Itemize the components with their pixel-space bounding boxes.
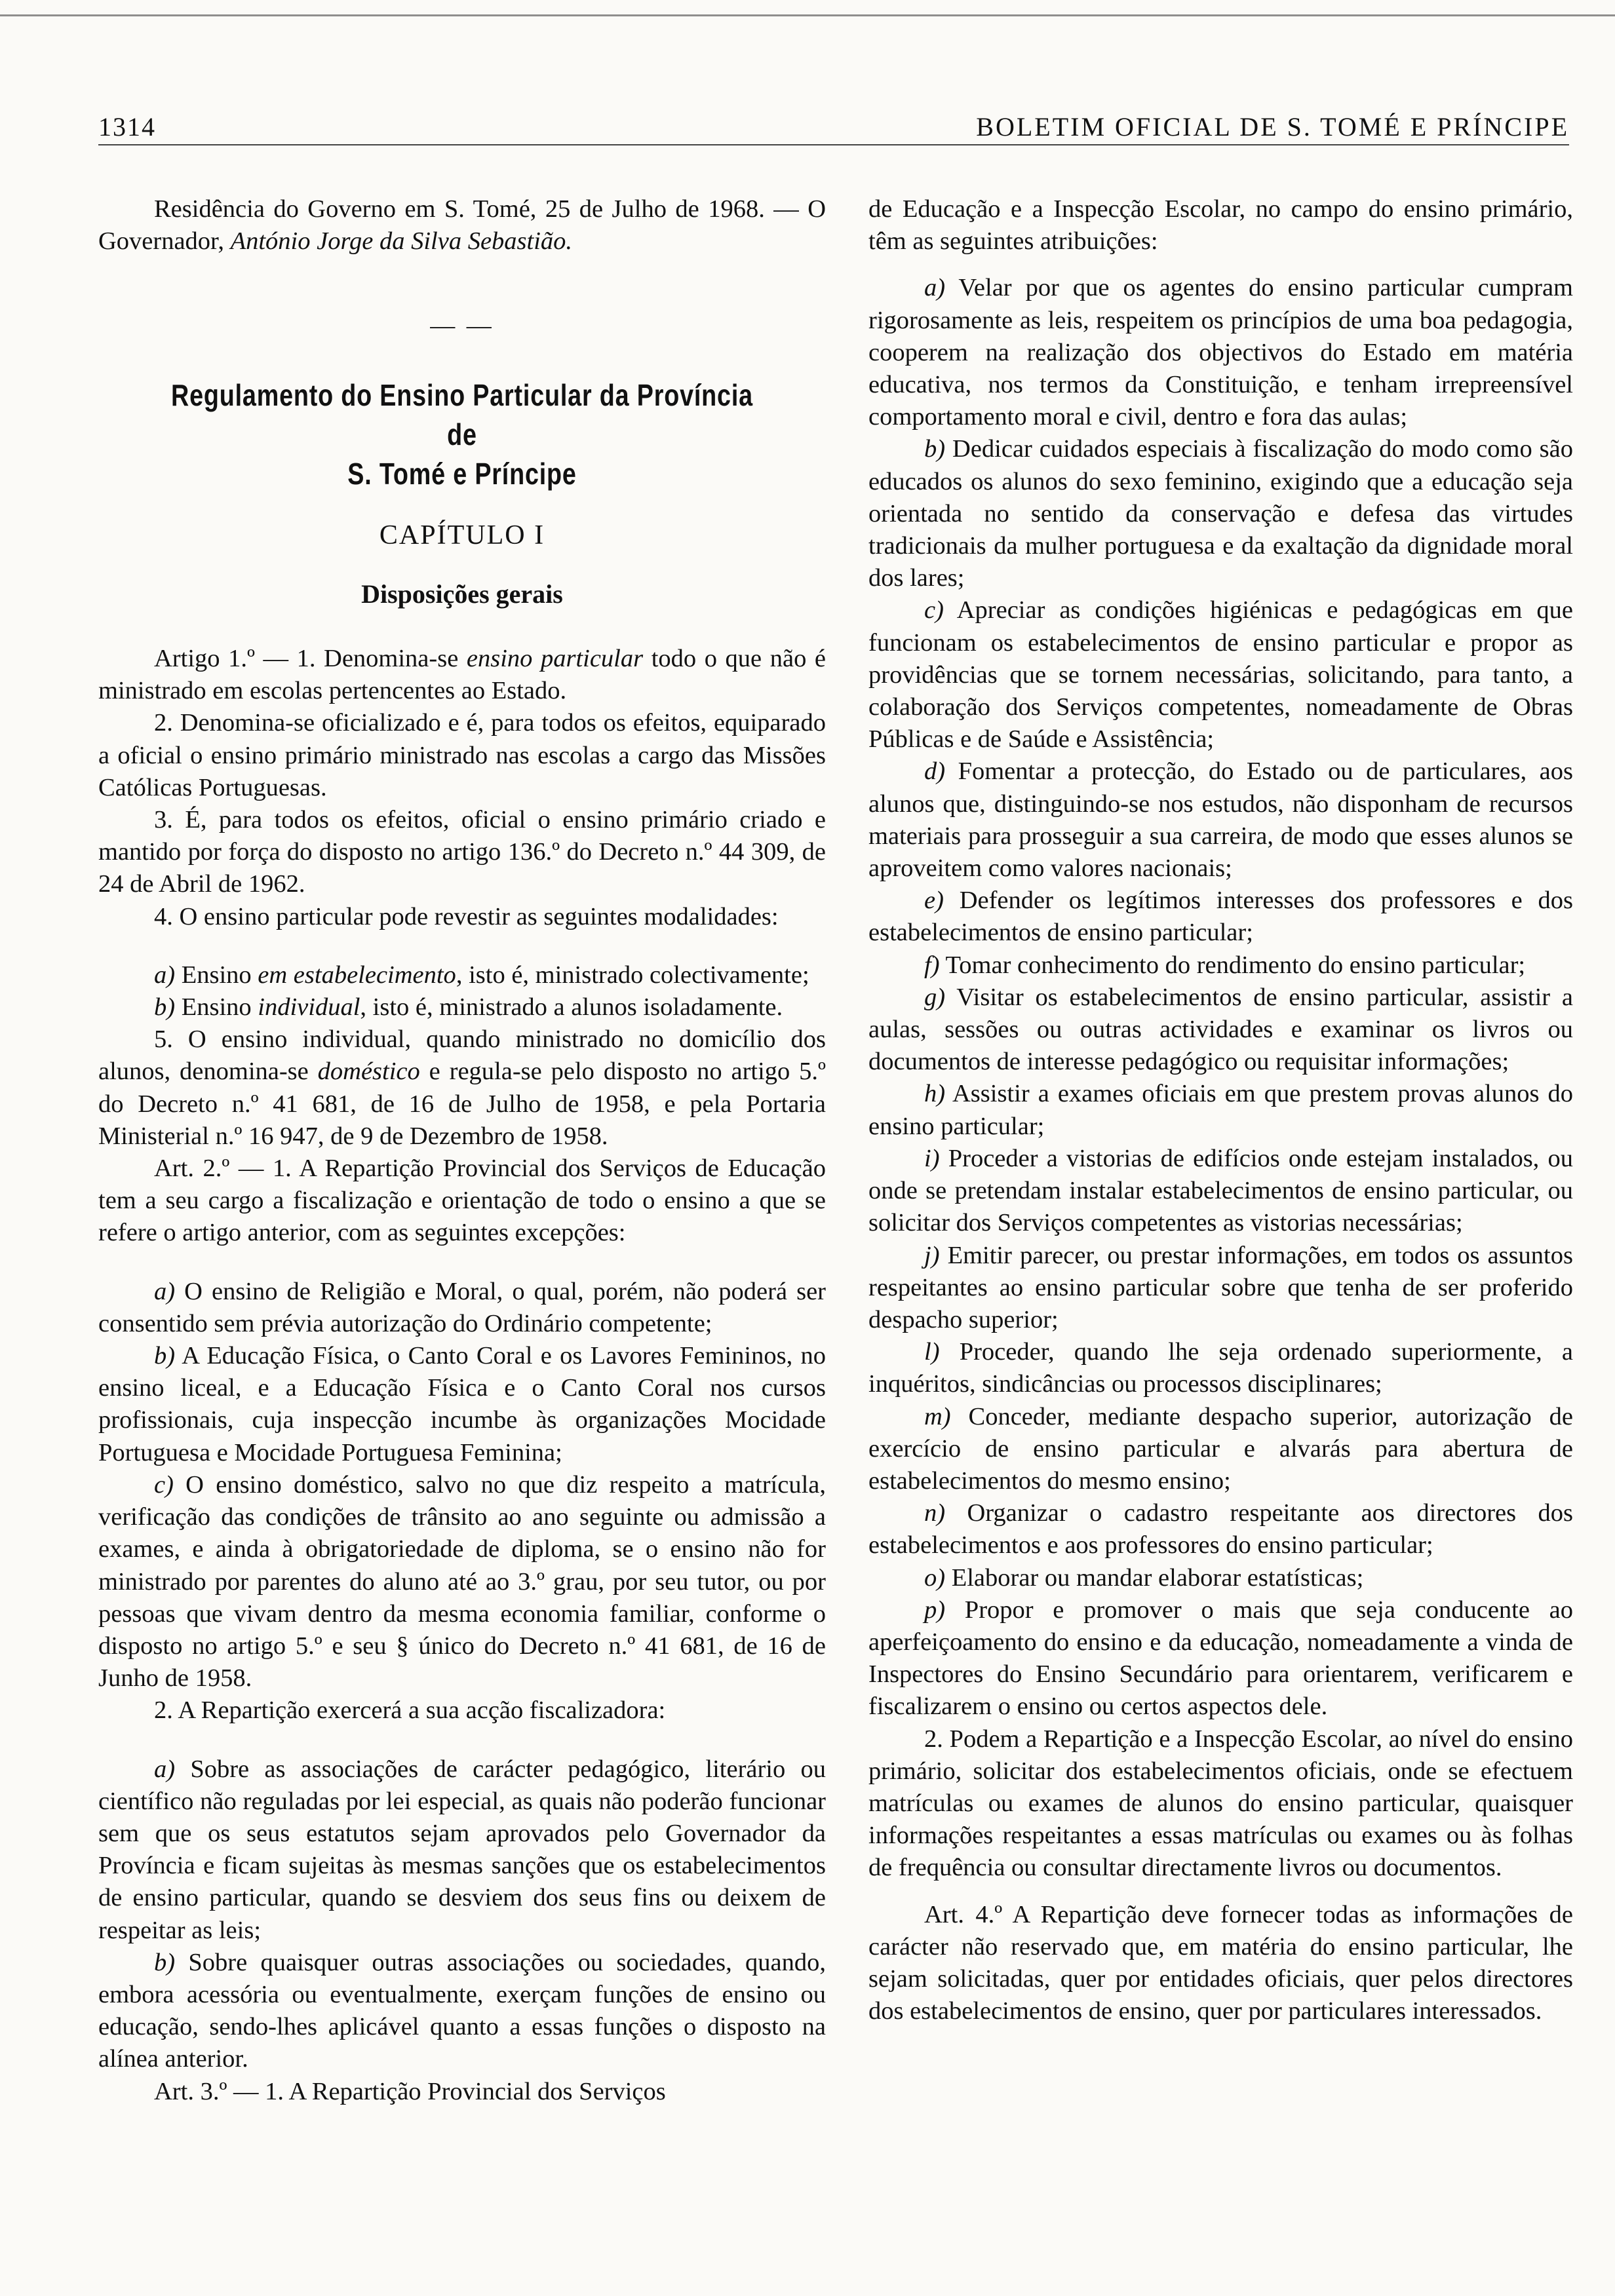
article-3-item: o) Elaborar ou mandar elaborar estatísticas; xyxy=(924,1563,1364,1592)
article-2-item-c: c) O ensino doméstico, salvo no que diz respeito a matrícula, verificação das condições de trânsito ao ano seguinte ou admissão a exames, e ainda à obrigatoriedade de diploma, se o ensino não for ministrado por parentes do aluno até ao 3.º grau, por seu tutor, ou por pessoas que vivam dentro da mesma economia familiar, conforme o disposto no artigo 5.º e seu § único do Decreto n.º 41 681, de 16 de Junho de 1958. xyxy=(98,1470,826,1693)
article-3-item: g) Visitar os estabelecimentos de ensino particular, assistir a aulas, sessões ou outras actividades e examinar os livros ou documentos de interesse pedagógico ou requisitar informações; xyxy=(868,983,1573,1076)
article-3-paragraph-2: 2. Podem a Repartição e a Inspecção Escolar, ao nível do ensino primário, solicitar dos estabelecimentos oficiais, onde se efectuem matrículas ou exames de alunos do ensino particular, quaisquer informações respeitantes a essas matrículas ou exames ou às folhas de frequência ou consultar directamente livros ou documentos. xyxy=(868,1725,1573,1882)
running-head: BOLETIM OFICIAL DE S. TOMÉ E PRÍNCIPE xyxy=(976,112,1569,142)
article-3-item: m) Conceder, mediante despacho superior, autorização de exercício de ensino particular e alvarás para abertura de estabelecimentos do mesmo ensino; xyxy=(868,1402,1573,1495)
article-2-paragraph-1: Art. 2.º — 1. A Repartição Provincial dos Serviços de Educação tem a seu cargo a fiscalização e orientação de todo o ensino a que se refere o artigo anterior, com as seguintes excepções: xyxy=(98,1155,826,1247)
article-3-item: c) Apreciar as condições higiénicas e pedagógicas em que funcionam os estabelecimentos de ensino particular e propor as providências que se tornem necessárias, solicitando, para tanto, a colaboração dos Serviços competentes, nomeadamente de Obras Públicas e de Saúde e Assistência; xyxy=(868,596,1573,754)
scan-top-edge xyxy=(0,14,1615,16)
article-3-item: f) Tomar conhecimento do rendimento do ensino particular; xyxy=(924,951,1526,979)
article-1-item-a: a) Ensino em estabelecimento, isto é, ministrado colectivamente; xyxy=(154,961,809,989)
article-3-item: i) Proceder a vistorias de edifícios onde estejam instalados, ou onde se pretendam instalar estabelecimentos de ensino particular, ou solicitar dos Serviços competentes as vistorias necessárias; xyxy=(868,1144,1573,1237)
page-header xyxy=(98,105,1569,145)
article-3-item: d) Fomentar a protecção, do Estado ou de particulares, aos alunos que, distinguindo-se nos estudos, não disponham de recursos materiais para prosseguir a sua carreira, de modo que esses alunos se aproveitem como valores nacionais; xyxy=(868,757,1573,883)
article-3-item: e) Defender os legítimos interesses dos professores e dos estabelecimentos de ensino particular; xyxy=(868,887,1573,947)
governor-name: António Jorge da Silva Sebastião. xyxy=(230,227,573,256)
article-2-item-b: b) A Educação Física, o Canto Coral e os Lavores Femininos, no ensino liceal, e a Educação Física e o Canto Coral nos cursos profissionais, cuja inspecção incumbe às organizações Mocidade Portuguesa e Mocidade Portuguesa Feminina; xyxy=(98,1342,826,1466)
article-3-item: p) Propor e promover o mais que seja conducente ao aperfeiçoamento do ensino e da educação, nomeadamente a vinda de Inspectores do Ensino Secundário para orientarem, verificarem e fiscalizarem o ensino ou certos aspectos dele. xyxy=(868,1596,1573,1721)
residence-paragraph: Residência do Governo em S. Tomé, 25 de Julho de 1968. — O Governador, António Jorge da Silva Sebastião. xyxy=(98,195,827,256)
article-3-item: b) Dedicar cuidados especiais à fiscalização do modo como são educados os alunos do sexo feminino, exigindo que a educação seja orientada no sentido da conservação e defesa das virtudes tradicionais da mulher portuguesa e da exaltação da dignidade moral dos lares; xyxy=(868,435,1573,592)
chapter-heading: CAPÍTULO I xyxy=(379,520,545,550)
article-1-paragraph-2: 2. Denomina-se oficializado e é, para todos os efeitos, equiparado a oficial o ensino primário ministrado nas escolas a cargo das Missões Católicas Portuguesas. xyxy=(98,709,826,801)
page-number: 1314 xyxy=(98,112,156,142)
article-2-2-item-a: a) Sobre as associações de carácter pedagógico, literário ou científico não reguladas por lei especial, as quais não poderão funcionar sem que os seus estatutos sejam aprovados pelo Governador da Província e ficam sujeitas às mesmas sanções que os estabelecimentos de ensino particular, quando se desviem dos seus fins ou deixem de respeitar as leis; xyxy=(98,1755,826,1944)
left-column xyxy=(98,193,826,2108)
article-3-item: l) Proceder, quando lhe seja ordenado superiormente, a inquéritos, sindicâncias ou processos disciplinares; xyxy=(868,1338,1573,1398)
article-1-paragraph-4: 4. O ensino particular pode revestir as seguintes modalidades: xyxy=(154,902,779,930)
article-3-items xyxy=(868,272,1573,1723)
article-1-paragraph-5: 5. O ensino individual, quando ministrado no domicílio dos alunos, denomina-se doméstico e regula-se pelo disposto no artigo 5.º do Decreto n.º 41 681, de 16 de Julho de 1958, e pela Portaria Ministerial n.º 16 947, de 9 de Dezembro de 1958. xyxy=(98,1025,826,1150)
article-3-item: a) Velar por que os agentes do ensino particular cumpram rigorosamente as leis, respeitem os princípios de uma boa pedagogia, cooperem na realização dos objectivos do Estado em matéria educativa, nos termos da Constituição, e tenham irrepreensível comportamento moral e civil, dentro e fora das aulas; xyxy=(868,274,1573,431)
article-1-paragraph-3: 3. É, para todos os efeitos, oficial o ensino primário criado e mantido por força do disposto no artigo 136.º do Decreto n.º 44 309, de 24 de Abril de 1962. xyxy=(98,806,826,898)
article-2-2-item-b: b) Sobre quaisquer outras associações ou sociedades, quando, embora acessória ou eventualmente, exerçam funções de ensino ou educação, sendo-lhes aplicável quanto a essas funções o disposto na alínea anterior. xyxy=(98,1948,826,2073)
regulation-title: Regulamento do Ensino Particular da Província de S. Tomé e Príncipe xyxy=(171,377,753,491)
separator: — — xyxy=(430,312,494,340)
article-1-paragraph-1: Artigo 1.º — 1. Denomina-se ensino particular todo o que não é ministrado em escolas pertencentes ao Estado. xyxy=(98,645,826,705)
article-3-item: h) Assistir a exames oficiais em que prestem provas alunos do ensino particular; xyxy=(868,1080,1573,1140)
section-heading: Disposições gerais xyxy=(361,579,563,609)
article-2-paragraph-2: 2. A Repartição exercerá a sua acção fiscalizadora: xyxy=(154,1696,666,1725)
article-2-item-a: a) O ensino de Religião e Moral, o qual, porém, não poderá ser consentido sem prévia autorização do Ordinário competente; xyxy=(98,1277,826,1337)
article-1-item-b: b) Ensino individual, isto é, ministrado a alunos isoladamente. xyxy=(154,993,783,1022)
article-3-start: Art. 3.º — 1. A Repartição Provincial dos Serviços xyxy=(154,2077,666,2105)
article-3-continuation: de Educação e a Inspecção Escolar, no campo do ensino primário, têm as seguintes atribuições: xyxy=(868,195,1573,256)
right-column xyxy=(868,193,1573,2027)
article-3-item: n) Organizar o cadastro respeitante aos directores dos estabelecimentos e aos professores do ensino particular; xyxy=(868,1499,1573,1559)
article-4: Art. 4.º A Repartição deve fornecer todas as informações de carácter não reservado que, em matéria do ensino particular, lhe sejam solicitadas, quer por entidades oficiais, quer pelos directores dos estabelecimentos de ensino, quer por particulares interessados. xyxy=(868,1900,1573,2025)
article-3-item: j) Emitir parecer, ou prestar informações, em todos os assuntos respeitantes ao ensino particular sobre que tenha de ser proferido despacho superior; xyxy=(868,1241,1573,1333)
